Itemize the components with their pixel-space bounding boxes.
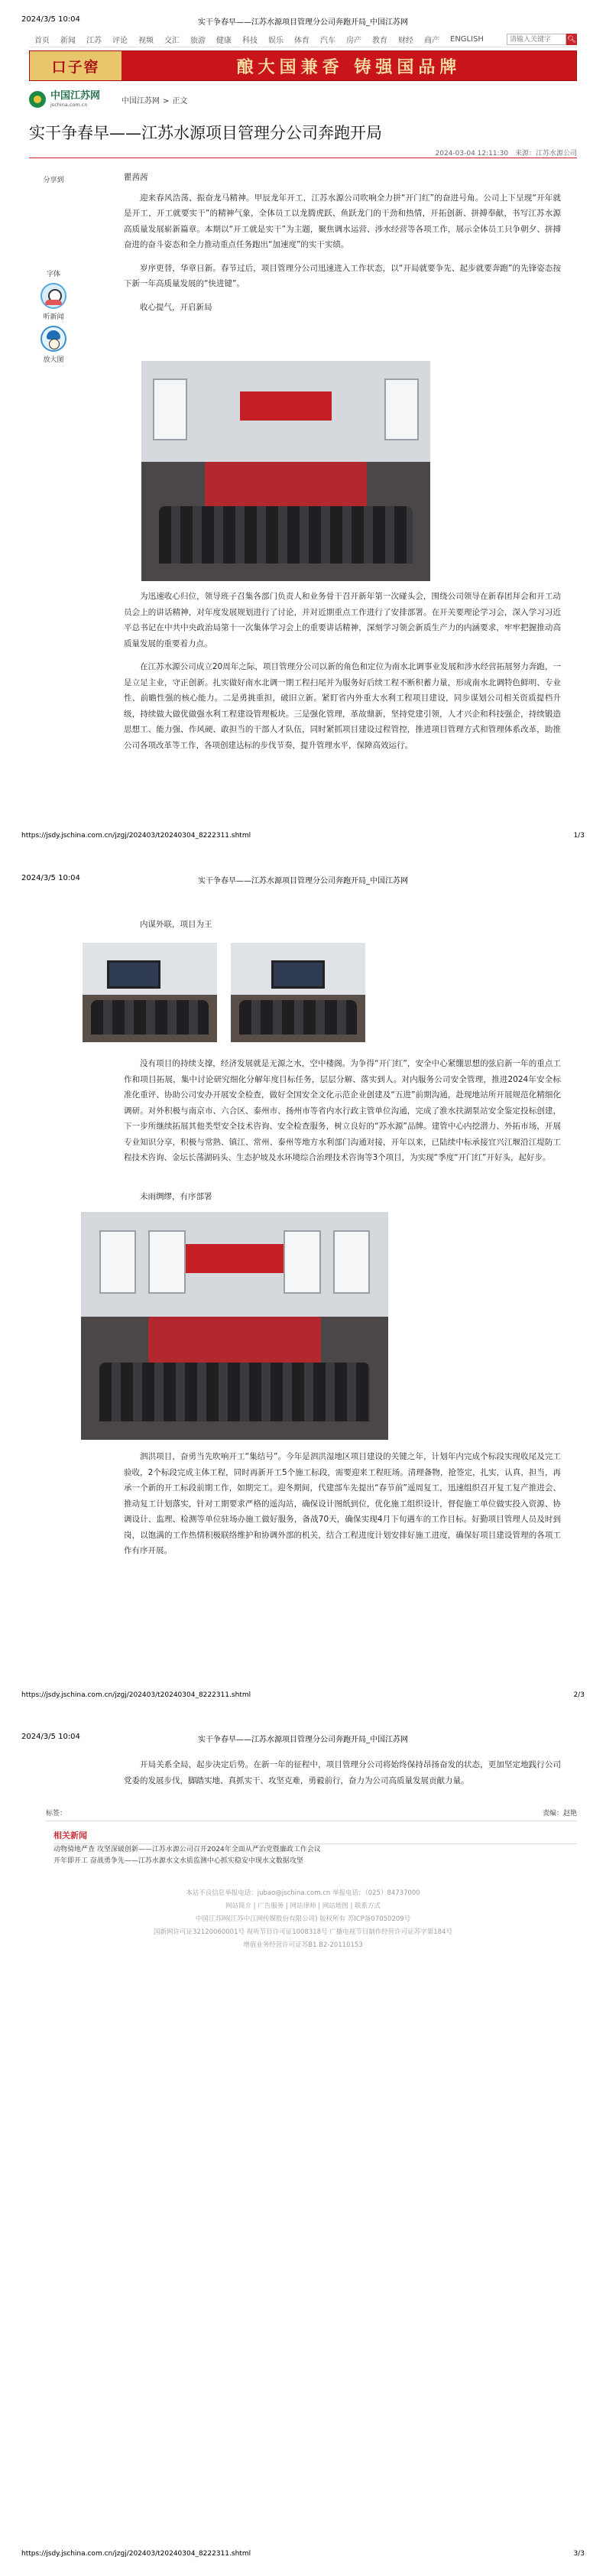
article-body-p3 (124, 1757, 561, 1796)
search-input[interactable] (507, 34, 566, 45)
nav-item-finance[interactable]: 财经 (398, 37, 413, 45)
nav-item-video[interactable]: 视频 (138, 37, 154, 45)
article-body-p2c (124, 1449, 561, 1645)
related-link[interactable]: 开年即开工 奋战勇争先——江苏水源水文水质监测中心抓实稳安中现水文数据攻坚 (53, 1857, 303, 1865)
article-paragraph: 迎来春风浩荡、振奋龙马精神。甲辰龙年开工，江苏水源公司吹响全力拼“开门红”的奋进号角。公司上下呈现“开年就是开工，开工就要实干”的精神气象，全体员工以龙腾虎跃、鱼跃龙门的干劲和热情，开拓创新、拼搏奉献，书写江苏水源高质量发展崭新篇章。本期以“开工就是实干”为主题，聚焦调水运营、涉水经营等各项工作，展示全体员工只争朝夕、拼搏奋进的奋斗姿态和全力推动重点任务跑出“加速度”的实干实绩。 (124, 193, 561, 249)
nav-item-home[interactable]: 首页 (34, 37, 50, 45)
work-photo-1 (83, 943, 217, 1042)
print-header (21, 1733, 585, 1743)
article-title: 实干争春早——江苏水源项目管理分公司奔跑开局 (29, 124, 382, 142)
listen-news-label[interactable]: 听新闻 (43, 313, 64, 321)
print-url: https://jsdy.jschina.com.cn/jzgj/202403/t20240304_8222311.shtml (21, 2550, 251, 2558)
breadcrumb (122, 94, 187, 106)
article-body-p2 (124, 889, 561, 939)
site-footer (29, 1887, 577, 1952)
editor-label: 责编：赵艳 (542, 1810, 577, 1817)
footer-license-2: 增值业务经营许可证苏B1.B2-20110153 (243, 1941, 363, 1949)
logo-en: jschina.com.cn (50, 101, 88, 108)
zoom-image-label[interactable]: 放大图 (43, 356, 64, 364)
print-url: https://jsdy.jschina.com.cn/jzgj/202403/t20240304_8222311.shtml (21, 832, 251, 840)
article-tags-row (46, 1808, 577, 1821)
article-paragraph: 开局关系全局，起步决定后势。在新一年的征程中，项目管理分公司将始终保持昂扬奋发的状态，更加坚定地践行公司党委的发展步伐，脚踏实地、真抓实干、攻坚克难，勇毅前行，奋力为公司高质量发展贡献力量。 (124, 1760, 561, 1785)
breadcrumb-separator: > (163, 96, 170, 106)
print-title: 实干争春早——江苏水源项目管理分公司奔跑开局_中国江苏网 (198, 18, 408, 27)
breadcrumb-home[interactable]: 中国江苏网 (122, 96, 160, 106)
ad-brand: 口子窖 (30, 51, 122, 80)
nav-item-comment[interactable]: 评论 (112, 37, 128, 45)
article-meta (29, 148, 577, 158)
nav-item-news[interactable]: 新闻 (60, 37, 76, 45)
article-paragraph: 在江苏水源公司成立20周年之际，项目管理分公司以新的角色和定位为南水北调事业发展和涉水经营拓展努力奔跑，一是立足主业，守正创新。扎实做好南水北调一期工程扫尾并为服务好后续工程不断积蓄力量，形成南水北调特色鲜明、专业性、前瞻性强的核心能力。二是勇挑重担，破旧立新。紧盯省内外重大水利工程项目建设，同步谋划公司相关资质提档升级，持续做大做优做强水利工程建设管理板块。三是强化管理，革故鼎新，坚持党建引领，人才兴企和科技强企，持续锻造思想工、能力强、作风硬、敢担当的干部人才队伍，同时紧抓项目建设过程管控，推进项目管理方式和管理体系改革，助推公司各项改革等工作，各项创建达标的步伐节奏，提升管理水平，保障高效运行。 (124, 662, 561, 750)
nav-item-jiangsu[interactable]: 江苏 (86, 37, 102, 45)
footer-links[interactable]: 网站简介 | 广告服务 | 网站律师 | 网站地图 | 联系方式 (225, 1902, 381, 1910)
print-header (21, 874, 585, 885)
article-body-p1 (124, 170, 561, 321)
nav-item-english[interactable]: ENGLISH (450, 35, 484, 44)
article-paragraph: 岁序更替，华章日新。春节过后，项目管理分公司迅速进入工作状态，以“开局就要争先、起步就要奔跑”的先锋姿态按下新一年高质量发展的“快进键”。 (124, 263, 561, 288)
ad-banner[interactable] (29, 50, 577, 81)
font-size-label: 字体 (46, 271, 60, 278)
nav-item-jiaohui[interactable]: 交汇 (164, 37, 180, 45)
nav-item-auto[interactable]: 汽车 (320, 37, 335, 45)
section-heading: 收心提气，开启新局 (140, 302, 212, 312)
print-url: https://jsdy.jschina.com.cn/jzgj/202403/t20240304_8222311.shtml (21, 1691, 251, 1699)
print-date: 2024/3/5 10:04 (21, 874, 80, 882)
section-heading: 内谋外联，项目为王 (140, 920, 212, 929)
page-number: 2/3 (573, 1691, 585, 1699)
nav-item-sports[interactable]: 体育 (294, 37, 309, 45)
related-news (53, 1829, 577, 1867)
print-date: 2024/3/5 10:04 (21, 15, 80, 24)
nav-item-ent[interactable]: 娱乐 (268, 37, 284, 45)
breadcrumb-current: 正文 (172, 96, 188, 106)
print-footer (21, 2550, 585, 2561)
meeting-photo (141, 361, 430, 581)
article-author: 瞿茜茜 (124, 173, 148, 182)
print-page-2 (0, 859, 606, 1717)
related-heading: 相关新闻 (53, 1829, 577, 1844)
print-footer (21, 832, 585, 843)
nav-item-tech[interactable]: 科技 (242, 37, 258, 45)
nav-item-health[interactable]: 健康 (216, 37, 232, 45)
article-paragraph: 泗洪项目，奋勇当先吹响开工“集结号”。今年是泗洪湿地区项目建设的关键之年，计划年内完成个标段实现收尾及完工验收，2个标段完成主体工程，同时再新开工5个施工标段，需要迎来工程旺场。清理备物，抢签定，扎实，认真，担当，再承一个新的开工标段前期工作，如期完工。迎冬期间，代建部车先提出“春节前”遥周复工，迅速组织召开复工复产推进会、推动复工计划落实，针对工期要求严格的遥沟站，确保设计图纸到位，优化施工组织设计，督促施工单位做实投入资源、协调设计、监理、检测等单位驻场办施工做好服务，备战70天，确保实现4月下旬遇车的工作目标。好勤项目管理人员及时到岗，以饱满的工作热情积极联络维护和协调外部的机关，结合工程进度计划安排好施工进度，确保好项目建设管理的各项工作有序开展。 (124, 1452, 561, 1555)
footer-report-line: 本站不良信息举报电话：jubao@jschina.com.cn 举报电话：（025）84737000 (186, 1889, 420, 1897)
site-logo-icon[interactable] (29, 91, 46, 108)
search-icon[interactable]: 🔍︎ (566, 34, 577, 45)
print-page-1 (0, 0, 606, 858)
article-body-p1b (124, 589, 561, 780)
zoom-image-icon[interactable] (41, 326, 66, 352)
page-number: 1/3 (573, 832, 585, 840)
print-header (21, 15, 585, 26)
nav-item-estate[interactable]: 房产 (346, 37, 361, 45)
print-date: 2024/3/5 10:04 (21, 1733, 80, 1741)
page-number: 3/3 (573, 2550, 585, 2558)
article-body-p2b (124, 1056, 561, 1211)
site-header (29, 86, 577, 113)
print-title: 实干争春早——江苏水源项目管理分公司奔跑开局_中国江苏网 (198, 1736, 408, 1744)
tags-label: 标签： (46, 1810, 67, 1817)
share-sidebar (31, 174, 76, 364)
print-page-3 (0, 1717, 606, 2576)
article-source: 来源：江苏水源公司 (514, 150, 577, 158)
ad-slogan: 酿大国兼香 铸强国品牌 (236, 57, 462, 77)
footer-copyright: 中国江苏网(江苏中江网传媒股份有限公司) 版权所有 苏ICP备07050209号 (195, 1915, 411, 1923)
article-datetime: 2024-03-04 12:11:30 (435, 150, 509, 158)
related-link[interactable]: 动物骑地严查 攻坚深破创新——江苏水源公司召开2024年全面从严治党暨廉政工作会议 (53, 1846, 321, 1853)
footer-licenses: 国新网许可证32120060001号 视听节目许可证1008318号 广播电视节目制作经营许可证苏字第184号 (154, 1928, 452, 1936)
nav-item-travel[interactable]: 旅游 (190, 37, 206, 45)
nav-item-edu[interactable]: 教育 (372, 37, 387, 45)
search-box (507, 34, 577, 45)
article-paragraph: 为迅速收心归位，领导班子召集各部门负责人和业务骨干召开新年第一次碰头会，围绕公司领导在新春团拜会和开工动员会上的讲话精神，对年度发展规划进行了讨论，并对近期重点工作进行了安排部署。在开关要理论学习会，深入学习习近平总书记在中共中央政治局第十一次集体学习会上的重要讲话精神，深刻学习领会新质生产力的内涵要求，牢牢把握推动高质量发展的重要着力点。 (124, 592, 561, 648)
share-label: 分享到 (43, 177, 64, 184)
top-nav (29, 32, 577, 47)
listen-news-icon[interactable] (41, 283, 66, 309)
section-heading: 未雨绸缪，有序部署 (140, 1192, 212, 1201)
work-photo-2 (231, 943, 365, 1042)
logo-cn: 中国江苏网 (50, 90, 101, 102)
site-meeting-photo (81, 1212, 388, 1440)
site-logo[interactable] (50, 91, 100, 107)
nav-item-industry[interactable]: 商产 (424, 37, 439, 45)
print-title: 实干争春早——江苏水源项目管理分公司奔跑开局_中国江苏网 (198, 877, 408, 885)
article-paragraph: 没有项目的持续支撑，经济发展就是无源之水，空中楼阁。为争得“开门红”，安全中心紧绷思想的弦启新一年的重点工作和项目拓展，集中讨论研究细化分解年度目标任务，层层分解、落实到人。对内服务公司安全管理，推进2024年安全标准化重评、协助公司安办开展安全检查，做好全国安全文化示范企业创建及“五进”前期沟通，赴现地站所开展规范化精细化调研。对外积极与南京市、六合区、泰州市、扬州市等省内水行政主管单位沟通，完成了淮水扶湖泵站安全鉴定投标创建，下一步所继续拓展其他类型安全技术咨询、安全检查服务，树立良好的“苏水源”品牌。建管中心内挖潜力、外拓市场，开展专业知识分享，积极与常熟、镇江、常州、泰州等地方水利部门沟通对接，开年以来，已陆续中标承接宜兴江堰沿江堤防工程技术咨询、金坛长荡湖码头、生态护坡及水环境综合治理技术咨询等3个项目，为实现“季度“开门红”开好头，起好步。 (124, 1059, 561, 1162)
print-footer (21, 1691, 585, 1702)
